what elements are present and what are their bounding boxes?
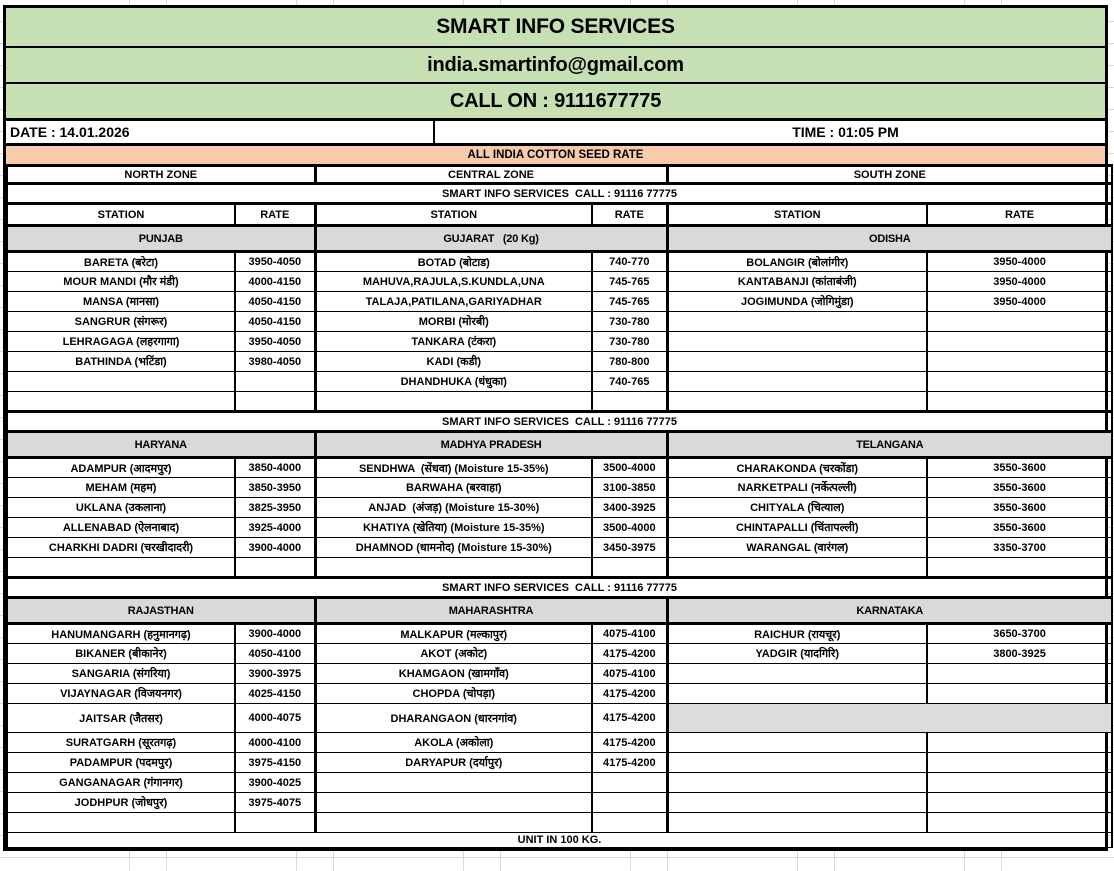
station-cell: MOUR MANDI (मौर मंडी) (7, 272, 235, 292)
rate-cell: 745-765 (592, 292, 667, 312)
table-row (7, 644, 1112, 664)
station-cell: SANGRUR (संगरूर) (7, 312, 235, 332)
zone-north: NORTH ZONE (7, 166, 315, 184)
empty-cell (592, 392, 667, 412)
empty-cell (927, 332, 1112, 352)
company-phone: CALL ON : 9111677775 (6, 82, 1105, 118)
table-row (7, 352, 1112, 372)
empty-cell (667, 753, 927, 773)
rate-cell: 3550-3600 (927, 458, 1112, 478)
station-cell: SANGARIA (संगरिया) (7, 664, 235, 684)
station-cell: CHARAKONDA (चरकोंडा) (667, 458, 927, 478)
empty-cell (7, 372, 235, 392)
rate-cell: 3500-4000 (592, 458, 667, 478)
rate-cell: 3850-3950 (235, 478, 315, 498)
empty-cell (927, 753, 1112, 773)
station-cell: BATHINDA (भटिंडा) (7, 352, 235, 372)
empty-cell (927, 664, 1112, 684)
date-row-spacer (435, 121, 586, 143)
station-cell: ALLENABAD (ऐलनाबाद) (7, 518, 235, 538)
empty-cell (667, 793, 927, 813)
table-row (7, 292, 1112, 312)
station-cell: HANUMANGARH (हनुमानगढ़) (7, 624, 235, 644)
station-cell: WARANGAL (वारंगल) (667, 538, 927, 558)
table-row (7, 478, 1112, 498)
table-row (7, 813, 1112, 833)
station-cell: BOLANGIR (बोलांगीर) (667, 252, 927, 272)
rate-cell: 3950-4000 (927, 252, 1112, 272)
station-cell: BARETA (बरेटा) (7, 252, 235, 272)
info-line: SMART INFO SERVICES CALL : 91116 77775 (7, 184, 1112, 204)
empty-cell (667, 664, 927, 684)
rate-cell: 3400-3925 (592, 498, 667, 518)
rate-cell: 4175-4200 (592, 684, 667, 704)
empty-cell (927, 813, 1112, 833)
station-cell: CHOPDA (चोपड़ा) (315, 684, 592, 704)
table-row (7, 458, 1112, 478)
station-cell: CHINTAPALLI (चिंतापल्ली) (667, 518, 927, 538)
state-maharashtra: MAHARASHTRA (315, 598, 667, 624)
station-cell: TANKARA (टंकरा) (315, 332, 592, 352)
rate-cell: 3100-3850 (592, 478, 667, 498)
company-email: india.smartinfo@gmail.com (6, 46, 1105, 82)
rate-cell: 745-765 (592, 272, 667, 292)
rate-cell: 3550-3600 (927, 518, 1112, 538)
empty-cell (592, 813, 667, 833)
empty-cell (667, 352, 927, 372)
state-odisha: ODISHA (667, 226, 1112, 252)
rate-cell: 4175-4200 (592, 704, 667, 733)
station-cell: KADI (कडी) (315, 352, 592, 372)
unit-note-row (7, 833, 1112, 848)
rate-cell: 3900-4000 (235, 538, 315, 558)
station-cell: UKLANA (उकलाना) (7, 498, 235, 518)
info-row (7, 412, 1112, 432)
rate-cell: 4000-4075 (235, 704, 315, 733)
rate-card (3, 5, 1108, 851)
rate-cell: 4175-4200 (592, 644, 667, 664)
empty-cell (927, 793, 1112, 813)
station-cell: PADAMPUR (पदमपुर) (7, 753, 235, 773)
empty-cell (7, 558, 235, 578)
station-cell: TALAJA,PATILANA,GARIYADHAR (315, 292, 592, 312)
info-row (7, 578, 1112, 598)
station-cell: GANGANAGAR (गंगानगर) (7, 773, 235, 793)
table-row (7, 538, 1112, 558)
station-cell: DHAMNOD (धामनोद) (Moisture 15-30%) (315, 538, 592, 558)
station-cell: DARYAPUR (दर्यापुर) (315, 753, 592, 773)
table-row (7, 392, 1112, 412)
state-rajasthan: RAJASTHAN (7, 598, 315, 624)
empty-cell (667, 773, 927, 793)
rate-cell: 3550-3600 (927, 498, 1112, 518)
rate-cell: 3650-3700 (927, 624, 1112, 644)
empty-cell (315, 793, 592, 813)
state-telangana: TELANGANA (667, 432, 1112, 458)
company-title: SMART INFO SERVICES (6, 8, 1105, 46)
empty-cell (592, 558, 667, 578)
empty-cell (235, 813, 315, 833)
empty-cell (667, 684, 927, 704)
empty-cell (927, 372, 1112, 392)
station-cell: VIJAYNAGAR (विजयनगर) (7, 684, 235, 704)
table-row (7, 793, 1112, 813)
station-cell: MANSA (मानसा) (7, 292, 235, 312)
empty-cell (927, 558, 1112, 578)
gray-spacer-band (667, 704, 1112, 733)
rate-cell: 3350-3700 (927, 538, 1112, 558)
column-header-row (7, 204, 1112, 226)
table-row (7, 558, 1112, 578)
station-cell: DHANDHUKA (धंधुका) (315, 372, 592, 392)
station-cell: BARWAHA (बरवाहा) (315, 478, 592, 498)
rate-cell: 3450-3975 (592, 538, 667, 558)
table-row (7, 518, 1112, 538)
rate-header: RATE (927, 204, 1112, 226)
rates-table (6, 164, 1113, 848)
empty-cell (315, 813, 592, 833)
station-cell: SENDHWA (सेंधवा) (Moisture 15-35%) (315, 458, 592, 478)
rate-cell: 3925-4000 (235, 518, 315, 538)
rate-cell: 4050-4150 (235, 312, 315, 332)
rate-cell: 4050-4100 (235, 644, 315, 664)
empty-cell (927, 773, 1112, 793)
table-row (7, 332, 1112, 352)
state-haryana: HARYANA (7, 432, 315, 458)
rate-cell: 3900-4025 (235, 773, 315, 793)
rate-cell: 3975-4150 (235, 753, 315, 773)
station-cell: DHARANGAON (धारनगांव) (315, 704, 592, 733)
station-cell: ADAMPUR (आदमपुर) (7, 458, 235, 478)
rate-cell: 3950-4050 (235, 252, 315, 272)
rate-cell: 730-780 (592, 332, 667, 352)
table-row (7, 312, 1112, 332)
table-row (7, 272, 1112, 292)
state-header-row (7, 432, 1112, 458)
rate-cell: 4025-4150 (235, 684, 315, 704)
state-madhya-pradesh: MADHYA PRADESH (315, 432, 667, 458)
empty-cell (667, 558, 927, 578)
station-cell: AKOT (अकोट) (315, 644, 592, 664)
rate-cell: 3900-4000 (235, 624, 315, 644)
station-cell: AKOLA (अकोला) (315, 733, 592, 753)
rate-cell: 740-765 (592, 372, 667, 392)
rate-cell: 3980-4050 (235, 352, 315, 372)
state-header-row (7, 226, 1112, 252)
table-row (7, 252, 1112, 272)
station-cell: RAICHUR (रायचूर) (667, 624, 927, 644)
rate-cell: 4075-4100 (592, 624, 667, 644)
empty-cell (315, 392, 592, 412)
empty-cell (927, 684, 1112, 704)
table-row (7, 704, 1112, 733)
rate-cell: 780-800 (592, 352, 667, 372)
station-cell: JOGIMUNDA (जोगिमुंडा) (667, 292, 927, 312)
state-punjab: PUNJAB (7, 226, 315, 252)
empty-cell (592, 773, 667, 793)
station-cell: JAITSAR (जैतसर) (7, 704, 235, 733)
zone-header-row (7, 166, 1112, 184)
empty-cell (235, 372, 315, 392)
table-row (7, 498, 1112, 518)
empty-cell (667, 312, 927, 332)
empty-cell (667, 813, 927, 833)
table-row (7, 733, 1112, 753)
station-cell: KANTABANJI (कांताबंजी) (667, 272, 927, 292)
rate-cell: 3950-4000 (927, 272, 1112, 292)
info-line: SMART INFO SERVICES CALL : 91116 77775 (7, 412, 1112, 432)
station-cell: KHAMGAON (खामगाँव) (315, 664, 592, 684)
station-cell: MAHUVA,RAJULA,S.KUNDLA,UNA (315, 272, 592, 292)
empty-cell (592, 793, 667, 813)
station-cell: MALKAPUR (मल्कापुर) (315, 624, 592, 644)
rate-cell: 4000-4100 (235, 733, 315, 753)
station-header: STATION (667, 204, 927, 226)
unit-note: UNIT IN 100 KG. (7, 833, 1112, 848)
empty-cell (927, 312, 1112, 332)
info-row (7, 184, 1112, 204)
station-cell: NARKETPALI (नर्केत्पल्ली) (667, 478, 927, 498)
empty-cell (315, 773, 592, 793)
empty-cell (7, 392, 235, 412)
empty-cell (927, 392, 1112, 412)
empty-cell (667, 372, 927, 392)
time-label: TIME : 01:05 PM (792, 124, 899, 140)
station-cell: MEHAM (महम) (7, 478, 235, 498)
table-row (7, 624, 1112, 644)
rate-cell: 3800-3925 (927, 644, 1112, 664)
state-karnataka: KARNATAKA (667, 598, 1112, 624)
station-cell: YADGIR (यादगिरि) (667, 644, 927, 664)
station-header: STATION (315, 204, 592, 226)
rate-header: RATE (235, 204, 315, 226)
table-row (7, 372, 1112, 392)
station-cell: KHATIYA (खेतिया) (Moisture 15-35%) (315, 518, 592, 538)
rate-cell: 730-780 (592, 312, 667, 332)
station-cell: SURATGARH (सूरतगढ़) (7, 733, 235, 753)
rate-cell: 4000-4150 (235, 272, 315, 292)
empty-cell (315, 558, 592, 578)
empty-cell (235, 392, 315, 412)
station-cell: ANJAD (अंजड़) (Moisture 15-30%) (315, 498, 592, 518)
rate-cell: 4175-4200 (592, 753, 667, 773)
station-cell: BIKANER (बीकानेर) (7, 644, 235, 664)
state-header-row (7, 598, 1112, 624)
empty-cell (7, 813, 235, 833)
rate-cell: 4075-4100 (592, 664, 667, 684)
rate-cell: 3900-3975 (235, 664, 315, 684)
rate-cell: 3825-3950 (235, 498, 315, 518)
station-cell: CHARKHI DADRI (चरखीदादरी) (7, 538, 235, 558)
rate-cell: 3950-4000 (927, 292, 1112, 312)
empty-cell (927, 352, 1112, 372)
state-gujarat: GUJARAT (20 Kg) (315, 226, 667, 252)
table-row (7, 664, 1112, 684)
rate-cell: 3850-4000 (235, 458, 315, 478)
rate-cell: 3975-4075 (235, 793, 315, 813)
banner-title: ALL INDIA COTTON SEED RATE (6, 143, 1105, 164)
empty-cell (927, 733, 1112, 753)
empty-cell (667, 332, 927, 352)
station-cell: CHITYALA (चित्याल) (667, 498, 927, 518)
table-row (7, 753, 1112, 773)
station-cell: BOTAD (बोटाड) (315, 252, 592, 272)
station-cell: JODHPUR (जोधपुर) (7, 793, 235, 813)
zone-south: SOUTH ZONE (667, 166, 1112, 184)
zone-central: CENTRAL ZONE (315, 166, 667, 184)
date-time-row (6, 118, 1105, 143)
date-label: DATE : 14.01.2026 (6, 121, 435, 143)
rate-cell: 4175-4200 (592, 733, 667, 753)
rate-cell: 3500-4000 (592, 518, 667, 538)
station-cell: LEHRAGAGA (लहरगागा) (7, 332, 235, 352)
table-row (7, 773, 1112, 793)
rate-cell: 3550-3600 (927, 478, 1112, 498)
rate-cell: 740-770 (592, 252, 667, 272)
rate-cell: 4050-4150 (235, 292, 315, 312)
empty-cell (235, 558, 315, 578)
empty-cell (667, 733, 927, 753)
station-cell: MORBI (मोरबी) (315, 312, 592, 332)
table-row (7, 684, 1112, 704)
station-header: STATION (7, 204, 235, 226)
info-line: SMART INFO SERVICES CALL : 91116 77775 (7, 578, 1112, 598)
rate-cell: 3950-4050 (235, 332, 315, 352)
empty-cell (667, 392, 927, 412)
rate-header: RATE (592, 204, 667, 226)
